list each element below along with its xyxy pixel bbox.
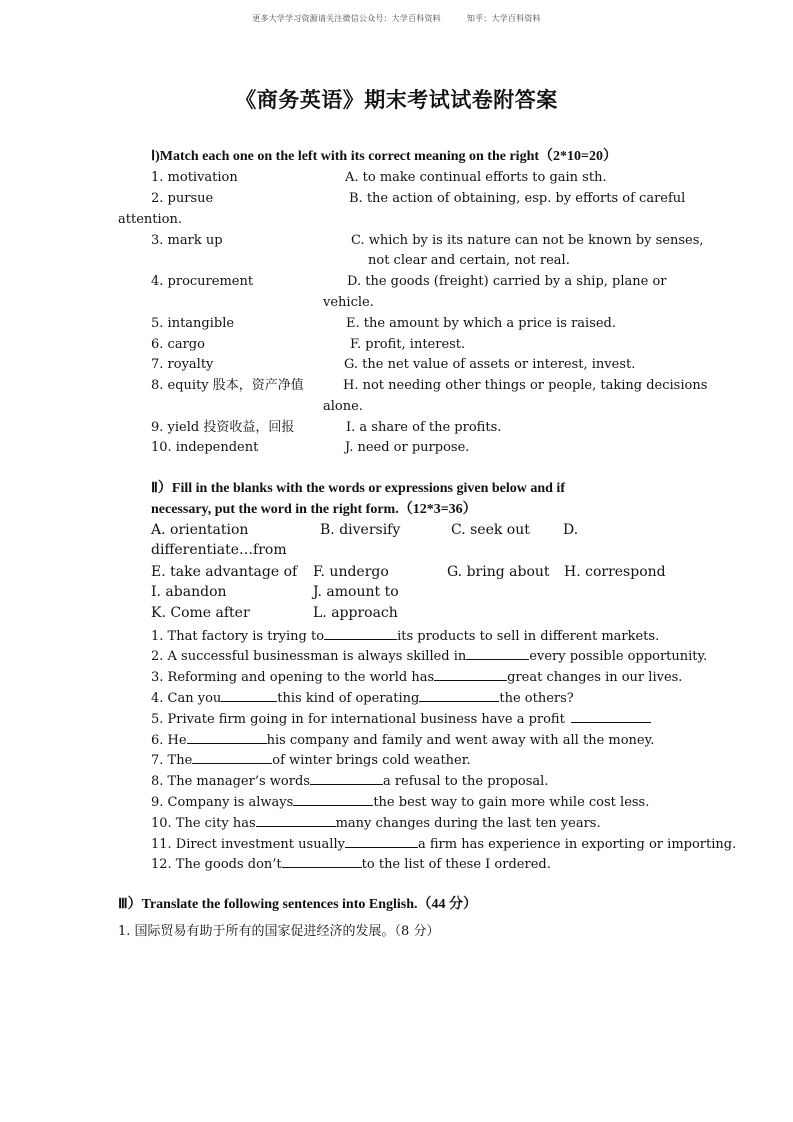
sentence-8 — [151, 772, 548, 790]
answer-blank[interactable] — [466, 647, 529, 660]
meaning-i: I. a share of the profits. — [346, 420, 502, 435]
sentence-text: 6. He — [151, 733, 187, 748]
sentence-12 — [151, 855, 551, 873]
sentence-9 — [151, 793, 649, 811]
meaning-b-cont: attention. — [118, 212, 182, 227]
section3-heading: Ⅲ）Translate the following sentences into English.（44 分） — [118, 897, 478, 912]
section1-heading: Ⅰ)Match each one on the left with its correct meaning on the right（2*10=20） — [151, 149, 617, 164]
answer-blank[interactable] — [282, 855, 362, 868]
option-c: C. seek out — [451, 522, 530, 538]
sentence-text: 2. A successful businessman is always skilled in — [151, 649, 467, 664]
meaning-h-cont: alone. — [323, 399, 363, 414]
answer-blank[interactable] — [187, 731, 267, 744]
answer-blank[interactable] — [571, 710, 651, 723]
option-l: L. approach — [313, 605, 398, 621]
meaning-e: E. the amount by which a price is raised. — [346, 316, 617, 331]
answer-blank[interactable] — [345, 835, 418, 848]
sentence-text: 7. The — [151, 753, 193, 768]
sentence-5 — [151, 710, 651, 728]
answer-blank[interactable] — [192, 751, 272, 764]
term-7: 7. royalty — [151, 357, 214, 372]
term-1: 1. motivation — [151, 170, 238, 185]
header-left: 更多大学学习资源请关注微信公众号：大学百科资料 — [252, 14, 441, 23]
meaning-h: H. not needing other things or people, taking decisions — [343, 378, 708, 393]
term-10: 10. independent — [151, 440, 259, 455]
sentence-text: to the list of these I ordered. — [361, 857, 551, 872]
sentence-4 — [151, 689, 574, 707]
sentence-text: 9. Company is always — [151, 795, 294, 810]
option-e: E. take advantage of — [151, 564, 298, 580]
term-2: 2. pursue — [151, 191, 214, 206]
answer-blank[interactable] — [310, 772, 383, 785]
sentence-text: the others? — [499, 691, 574, 706]
option-a: A. orientation — [151, 522, 249, 538]
sentence-text: this kind of operating — [277, 691, 420, 706]
sentence-text: a firm has experience in exporting or importing. — [417, 837, 737, 852]
sentence-10 — [151, 814, 601, 832]
term-5: 5. intangible — [151, 316, 235, 331]
option-b: B. diversify — [320, 522, 401, 538]
sentence-text: 3. Reforming and opening to the world has — [151, 670, 435, 685]
option-k: K. Come after — [151, 605, 250, 621]
meaning-d: D. the goods (freight) carried by a ship, plane or — [347, 274, 667, 289]
sentence-1 — [151, 627, 659, 645]
page-header — [0, 13, 793, 24]
sentence-text: of winter brings cold weather. — [272, 753, 471, 768]
answer-blank[interactable] — [293, 793, 373, 806]
meaning-c-cont: not clear and certain, not real. — [368, 253, 570, 268]
term-6: 6. cargo — [151, 337, 205, 352]
sentence-text: 5. Private firm going in for international business have a profit — [151, 712, 565, 727]
sentence-7 — [151, 751, 471, 769]
answer-blank[interactable] — [434, 668, 507, 681]
sentence-6 — [151, 731, 654, 749]
sentence-text: every possible opportunity. — [529, 649, 708, 664]
section2-heading-line1: Ⅱ）Fill in the blanks with the words or expressions given below and if — [151, 481, 565, 496]
translation-question-1: 1. 国际贸易有助于所有的国家促进经济的发展。（8 分） — [118, 924, 440, 939]
meaning-d-cont: vehicle. — [323, 295, 374, 310]
sentence-text: its products to sell in different markets. — [397, 629, 660, 644]
sentence-text: 1. That factory is trying to — [151, 629, 325, 644]
sentence-text: 10. The city has — [151, 816, 256, 831]
sentence-text: his company and family and went away with all the money. — [266, 733, 655, 748]
header-right: 知乎：大学百科资料 — [466, 14, 541, 23]
answer-blank[interactable] — [256, 814, 336, 827]
option-g: G. bring about — [447, 564, 550, 580]
term-3: 3. mark up — [151, 233, 223, 248]
term-8: 8. equity 股本，资产净值 — [151, 378, 304, 393]
meaning-g: G. the net value of assets or interest, invest. — [344, 357, 636, 372]
answer-blank[interactable] — [221, 689, 277, 702]
section2-heading-line2: necessary, put the word in the right form.（12*3=36） — [151, 502, 477, 517]
sentence-2 — [151, 647, 707, 665]
option-d: D. — [563, 522, 579, 538]
sentence-11 — [151, 835, 736, 853]
sentence-text: 4. Can you — [151, 691, 222, 706]
term-4: 4. procurement — [151, 274, 254, 289]
sentence-text: a refusal to the proposal. — [382, 774, 549, 789]
sentence-3 — [151, 668, 682, 686]
sentence-text: 8. The manager’s words — [151, 774, 310, 789]
meaning-a: A. to make continual efforts to gain sth. — [345, 170, 607, 185]
answer-blank[interactable] — [324, 627, 397, 640]
meaning-c: C. which by is its nature can not be known by senses, — [351, 233, 704, 248]
answer-blank[interactable] — [419, 689, 499, 702]
option-i: I. abandon — [151, 584, 227, 600]
page-title: 《商务英语》期末考试试卷附答案 — [235, 87, 558, 112]
term-9: 9. yield 投资收益，回报 — [151, 420, 295, 435]
option-f: F. undergo — [313, 564, 389, 580]
sentence-text: 12. The goods don’t — [151, 857, 282, 872]
meaning-f: F. profit, interest. — [350, 337, 466, 352]
option-d-cont: differentiate…from — [151, 542, 287, 558]
sentence-text: great changes in our lives. — [507, 670, 683, 685]
sentence-text: 11. Direct investment usually — [151, 837, 345, 852]
meaning-j: J. need or purpose. — [345, 440, 470, 455]
option-h: H. correspond — [564, 564, 666, 580]
option-j: J. amount to — [313, 584, 399, 600]
sentence-text: the best way to gain more while cost less. — [373, 795, 650, 810]
sentence-text: many changes during the last ten years. — [335, 816, 601, 831]
meaning-b: B. the action of obtaining, esp. by efforts of careful — [349, 191, 686, 206]
